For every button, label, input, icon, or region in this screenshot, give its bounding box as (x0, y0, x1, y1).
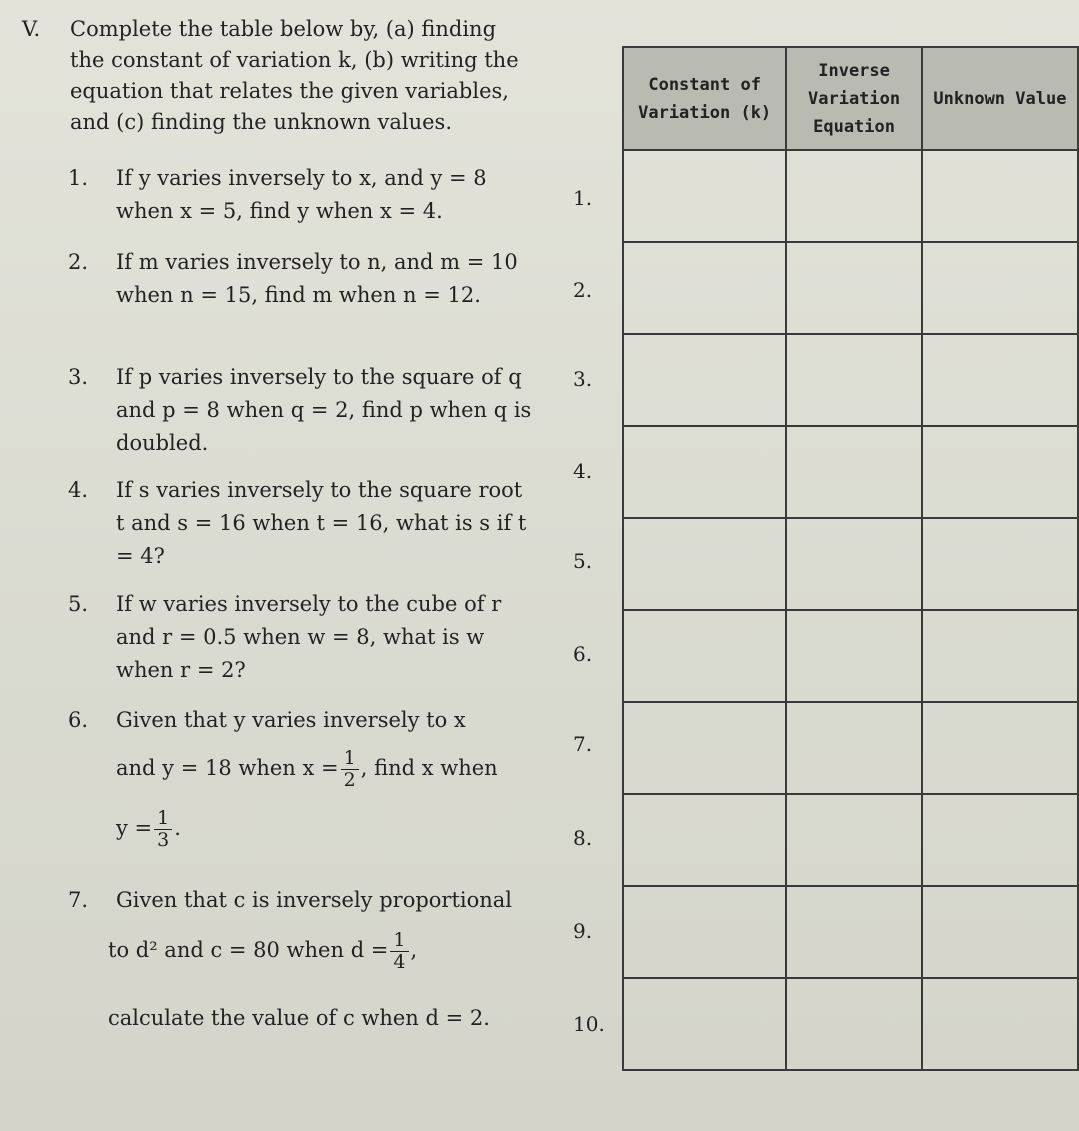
question-number: 2. (68, 250, 89, 274)
answer-cell[interactable] (922, 518, 1078, 610)
question-number: 7. (68, 888, 89, 912)
instruction-text: Complete the table below by, (a) finding the constant of variation k, (b) writing the equation that relates the given variables, and (c) finding the unknown values. (70, 17, 519, 134)
question-text-line-3: y = (116, 816, 153, 840)
table-header-row (623, 47, 1078, 150)
question-7-line-2: to d² and c = 80 when d = $\frac{1}{4}$ , (108, 929, 418, 973)
question-number: 5. (68, 592, 89, 616)
question-text: If p varies inversely to the square of q and p = 8 when q = 2, find p when q is doubled. (116, 365, 532, 455)
answer-cell[interactable] (922, 702, 1078, 794)
answer-cell[interactable] (623, 334, 786, 426)
answer-cell[interactable] (786, 150, 922, 242)
table-row (623, 794, 1078, 886)
answer-cell[interactable] (922, 610, 1078, 702)
row-number-10: 10. (573, 1012, 605, 1036)
answer-cell[interactable] (786, 242, 922, 334)
table-row (623, 150, 1078, 242)
question-6-line-3: y = $\frac{1}{3}$ . (116, 807, 181, 851)
row-number-9: 9. (573, 919, 593, 943)
answer-cell[interactable] (922, 426, 1078, 518)
table-row (623, 886, 1078, 978)
answer-cell[interactable] (922, 978, 1078, 1070)
instruction (22, 14, 522, 138)
question-text: If w varies inversely to the cube of r and r = 0.5 when w = 8, what is w when r = 2? (116, 592, 502, 682)
question-text-line-2: to d² and c = 80 when d = (108, 938, 389, 962)
answer-cell[interactable] (786, 518, 922, 610)
table-row (623, 334, 1078, 426)
answer-cell[interactable] (786, 978, 922, 1070)
answer-cell[interactable] (922, 886, 1078, 978)
question-6-line-2 (116, 748, 536, 791)
answer-cell[interactable] (623, 242, 786, 334)
table-row (623, 978, 1078, 1070)
answer-cell[interactable] (623, 794, 786, 886)
fraction-one-half: $\frac{1}{2}$ (341, 748, 359, 791)
row-number-4: 4. (573, 459, 593, 483)
table-row (623, 426, 1078, 518)
question-text-line-3: calculate the value of c when d = 2. (108, 1006, 490, 1030)
answer-cell[interactable] (786, 334, 922, 426)
answer-cell[interactable] (623, 886, 786, 978)
answer-cell[interactable] (623, 978, 786, 1070)
answer-cell[interactable] (786, 610, 922, 702)
answer-cell[interactable] (786, 886, 922, 978)
instruction-number: V. (22, 17, 41, 41)
answer-table (622, 46, 1079, 1071)
answer-cell[interactable] (623, 610, 786, 702)
header-unknown-value: Unknown Value (922, 47, 1078, 150)
answer-cell[interactable] (786, 702, 922, 794)
question-number: 3. (68, 365, 89, 389)
row-number-6: 6. (573, 642, 593, 666)
question-7-line-3 (108, 1002, 490, 1035)
answer-cell[interactable] (922, 150, 1078, 242)
question-number: 1. (68, 166, 89, 190)
row-number-5: 5. (573, 549, 593, 573)
table-row (623, 702, 1078, 794)
question-text-line-2b: , find x when (360, 756, 498, 780)
row-number-3: 3. (573, 367, 593, 391)
row-number-1: 1. (573, 186, 593, 210)
table-row (623, 610, 1078, 702)
question-text-line-1: Given that y varies inversely to x (116, 708, 466, 732)
row-number-8: 8. (573, 826, 593, 850)
question-text: If s varies inversely to the square root t and s = 16 when t = 16, what is s if t = 4? (116, 478, 527, 568)
table-row (623, 518, 1078, 610)
answer-cell[interactable] (623, 702, 786, 794)
answer-cell[interactable] (922, 334, 1078, 426)
fraction-one-third: $\frac{1}{3}$ (154, 808, 172, 851)
header-constant-of-variation: Constant of Variation (k) (623, 47, 786, 150)
answer-cell[interactable] (623, 150, 786, 242)
row-number-7: 7. (573, 732, 593, 756)
question-number: 6. (68, 708, 89, 732)
answer-cell[interactable] (922, 794, 1078, 886)
answer-cell[interactable] (623, 518, 786, 610)
fraction-one-fourth: $\frac{1}{4}$ (390, 930, 408, 973)
answer-cell[interactable] (623, 426, 786, 518)
table-row (623, 242, 1078, 334)
answer-cell[interactable] (786, 426, 922, 518)
answer-cell[interactable] (786, 794, 922, 886)
row-number-2: 2. (573, 278, 593, 302)
answer-cell[interactable] (922, 242, 1078, 334)
question-text: If m varies inversely to n, and m = 10 when n = 15, find m when n = 12. (116, 250, 518, 307)
question-text-line-1: Given that c is inversely proportional (116, 888, 513, 912)
header-inverse-variation-equation: Inverse Variation Equation (786, 47, 922, 150)
question-number: 4. (68, 478, 89, 502)
question-text-line-2: and y = 18 when x = (116, 756, 339, 780)
question-text: If y varies inversely to x, and y = 8 when x = 5, find y when x = 4. (116, 166, 487, 223)
